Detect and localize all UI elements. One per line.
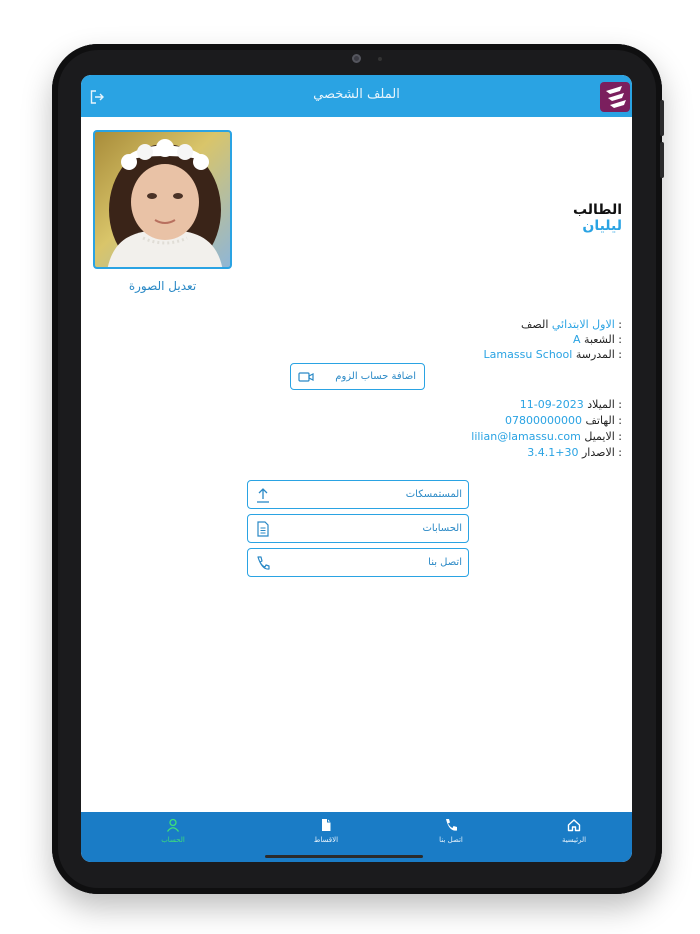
tab-account-label: الحساب bbox=[161, 836, 185, 844]
edit-photo-link[interactable]: تعديل الصورة bbox=[128, 279, 197, 293]
front-camera bbox=[352, 54, 361, 63]
documents-label: المستمسكات bbox=[405, 489, 462, 500]
section-value: A bbox=[573, 333, 581, 346]
section-label: الشعبة : bbox=[584, 333, 622, 346]
document-icon bbox=[319, 818, 333, 832]
top-app-bar bbox=[81, 75, 632, 117]
school-value: Lamassu School bbox=[483, 348, 573, 361]
app-logo bbox=[600, 82, 630, 112]
phone-icon bbox=[444, 818, 458, 832]
email-row bbox=[471, 430, 622, 443]
birth-value: 11-09-2023 bbox=[519, 398, 584, 411]
add-zoom-account-button[interactable] bbox=[290, 363, 425, 390]
school-row bbox=[484, 348, 622, 361]
student-photo bbox=[93, 130, 232, 269]
tab-account[interactable] bbox=[133, 818, 213, 844]
phone-value: 07800000000 bbox=[505, 414, 583, 427]
email-label: الايميل : bbox=[584, 430, 622, 443]
tab-installments-label: الاقساط bbox=[313, 836, 339, 844]
accounts-button[interactable] bbox=[247, 514, 469, 543]
school-label: المدرسة : bbox=[575, 348, 622, 361]
add-zoom-account-label: اضافة حساب الزوم bbox=[335, 371, 416, 382]
version-label: الاصدار : bbox=[581, 446, 622, 459]
home-icon bbox=[567, 818, 581, 832]
bottom-navigation bbox=[81, 812, 632, 862]
camera-sensor bbox=[378, 57, 382, 61]
phone-row bbox=[505, 414, 622, 427]
tab-contact[interactable] bbox=[411, 818, 491, 844]
grade-label: الصف : bbox=[521, 318, 622, 331]
email-value: lilian@lamassu.com bbox=[471, 430, 581, 443]
volume-up-button bbox=[660, 100, 664, 136]
version-value: 3.4.1+30 bbox=[527, 446, 579, 459]
phone-icon bbox=[256, 555, 270, 571]
student-name: ليليان bbox=[582, 218, 622, 234]
page-title: الملف الشخصي bbox=[313, 87, 400, 102]
tab-home-label: الرئيسية bbox=[561, 836, 587, 844]
tab-contact-label: اتصل بنا bbox=[439, 836, 463, 844]
app-screen bbox=[81, 75, 632, 862]
contact-us-label: اتصل بنا bbox=[428, 557, 462, 568]
upload-icon bbox=[256, 487, 270, 503]
file-list-icon bbox=[256, 521, 270, 537]
accounts-label: الحسابات bbox=[422, 523, 462, 534]
version-row bbox=[527, 446, 622, 459]
home-indicator bbox=[265, 855, 423, 858]
grade-row bbox=[521, 318, 622, 331]
person-icon bbox=[166, 818, 180, 832]
grade-value: الاول الابتدائي bbox=[551, 318, 615, 331]
phone-label: الهاتف : bbox=[585, 414, 622, 427]
tab-home[interactable] bbox=[534, 818, 614, 844]
volume-down-button bbox=[660, 142, 664, 178]
documents-button[interactable] bbox=[247, 480, 469, 509]
birth-row bbox=[520, 398, 622, 411]
video-camera-icon bbox=[298, 371, 314, 383]
birth-label: الميلاد : bbox=[587, 398, 622, 411]
contact-us-button[interactable] bbox=[247, 548, 469, 577]
section-row bbox=[573, 333, 622, 346]
student-label: الطالب bbox=[572, 202, 622, 218]
tab-installments[interactable] bbox=[286, 818, 366, 844]
